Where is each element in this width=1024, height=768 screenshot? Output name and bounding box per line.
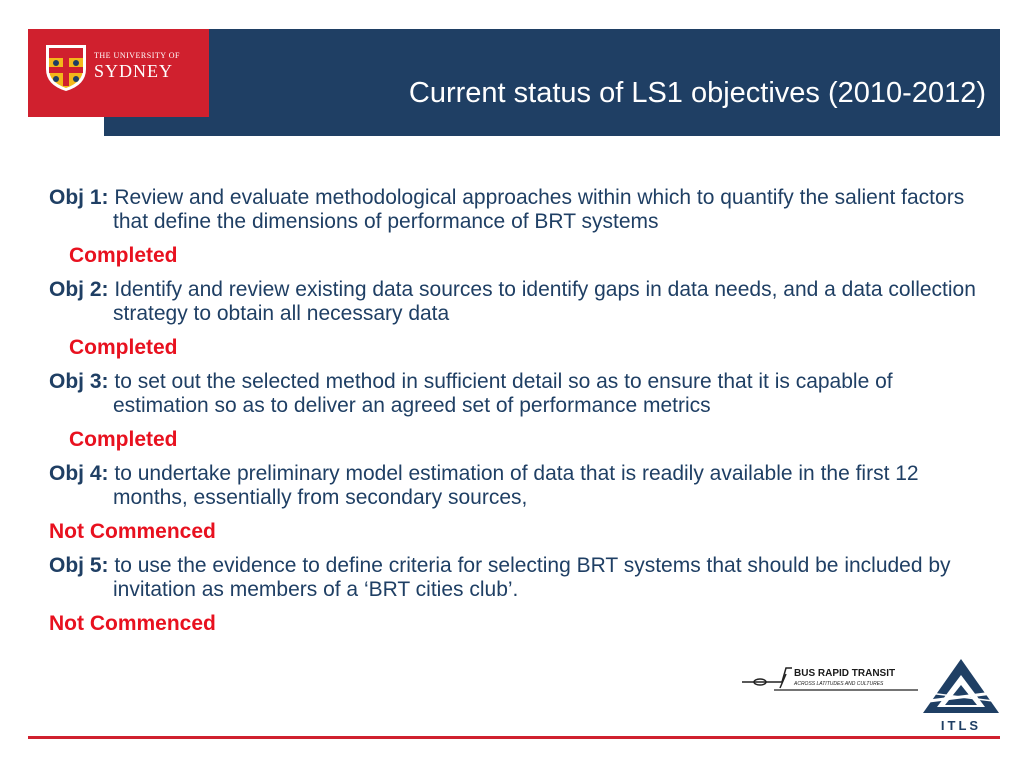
objective-text: Review and evaluate methodological approaches within which to quantify the salient factors that define the dimensions of performance of BRT systems — [113, 186, 965, 233]
slide-title: Current status of LS1 objectives (2010-2012) — [408, 77, 986, 109]
objective-label: Obj 5: — [49, 554, 109, 577]
brt-title: BUS RAPID TRANSIT — [794, 668, 896, 679]
objective-text: to undertake preliminary model estimation of data that is readily available in the first 12 months, essentially from secondary sources, — [113, 462, 919, 509]
objective-2-status: Completed — [69, 336, 178, 359]
itls-logo — [921, 657, 1001, 733]
objective-3 — [49, 370, 994, 418]
objective-5 — [49, 554, 994, 602]
brt-logo — [742, 664, 918, 694]
objective-text: to set out the selected method in sufficient detail so as to ensure that it is capable of estimation so as to deliver an agreed set of performance metrics — [113, 370, 893, 417]
objective-label: Obj 3: — [49, 370, 109, 393]
crest-icon — [44, 43, 88, 93]
objective-1 — [49, 186, 994, 234]
objective-label: Obj 2: — [49, 278, 109, 301]
objective-3-status: Completed — [69, 428, 178, 451]
brt-subtitle: ACROSS LATITUDES AND CULTURES — [794, 681, 884, 687]
objective-text: to use the evidence to define criteria for selecting BRT systems that should be included by invitation as members of a ‘BRT cities club’. — [113, 554, 951, 601]
footer-divider — [28, 736, 1000, 739]
university-logo — [28, 29, 209, 117]
objective-label: Obj 4: — [49, 462, 109, 485]
objective-text: Identify and review existing data sources to identify gaps in data needs, and a data collection strategy to obtain all necessary data — [113, 278, 976, 325]
objective-1-status: Completed — [69, 244, 178, 267]
objective-2 — [49, 278, 994, 326]
objective-label: Obj 1: — [49, 186, 109, 209]
objective-5-status: Not Commenced — [49, 612, 216, 635]
objective-4-status: Not Commenced — [49, 520, 216, 543]
logo-line1: THE UNIVERSITY OF — [94, 51, 180, 60]
objective-4 — [49, 462, 994, 510]
logo-line2: SYDNEY — [94, 61, 174, 81]
objectives-list — [49, 186, 994, 646]
itls-text: ITLS — [940, 718, 982, 733]
